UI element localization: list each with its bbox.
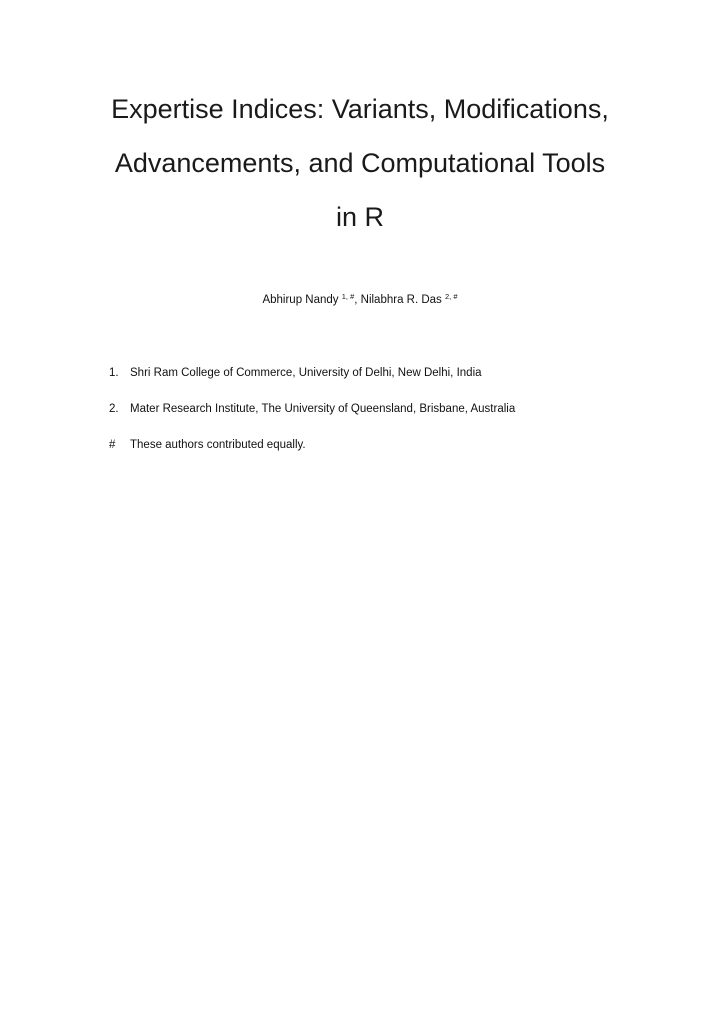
title-line-1: Expertise Indices: Variants, Modifications, — [111, 94, 609, 124]
affiliation-text: These authors contributed equally. — [130, 439, 306, 451]
author-affiliation-marks: 2, # — [445, 292, 458, 301]
affiliation-item — [109, 436, 669, 454]
affiliation-item — [109, 400, 669, 418]
author-name: Nilabhra R. Das — [360, 294, 442, 306]
title-line-3: in R — [335, 202, 384, 232]
author-affiliation-marks: 1, # — [341, 292, 355, 301]
paper-title — [60, 82, 660, 244]
affiliation-marker: 1. — [109, 367, 119, 379]
affiliation-marker: # — [109, 439, 116, 451]
author-list — [60, 291, 660, 309]
author-name: Abhirup Nandy — [262, 294, 339, 306]
affiliation-item — [109, 364, 669, 382]
title-line-2: Advancements, and Computational Tools — [114, 148, 606, 178]
affiliation-text: Mater Research Institute, The University of Queensland, Brisbane, Australia — [130, 403, 516, 415]
affiliation-list — [109, 364, 669, 472]
affiliation-text: Shri Ram College of Commerce, University of Delhi, New Delhi, India — [130, 367, 482, 379]
author-separator: , — [354, 294, 361, 306]
affiliation-marker: 2. — [109, 403, 119, 415]
